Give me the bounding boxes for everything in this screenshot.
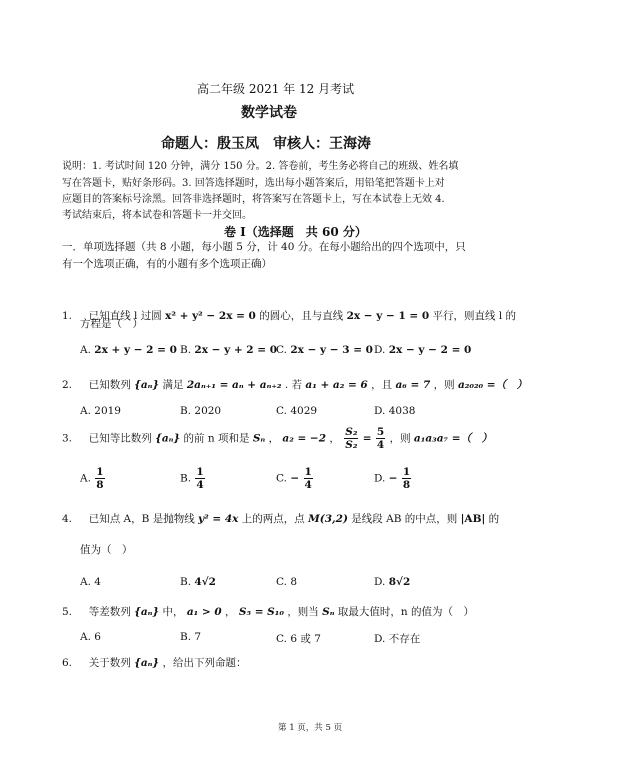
question-1-option-c: C. 2x − y − 3 = 0 [276, 344, 373, 356]
math-formula: 2x − y − 2 = 0 [388, 344, 472, 356]
question-4-option-d: D. 8√2 [374, 576, 411, 588]
math-formula: y² = 4x [198, 513, 239, 525]
fraction: $\frac{1}{8}$ [402, 466, 411, 491]
math-formula: S₅ = S₁₀ [238, 606, 284, 618]
exam-authors: 命题人：殷玉凤 审核人：王海涛 [161, 136, 371, 152]
math-formula: a₆ = 7 [395, 379, 431, 391]
section-title: 卷 I（选择题 共 60 分） [224, 225, 367, 239]
notice-line-1: 说明：1. 考试时间 120 分钟，满分 150 分。2. 答卷前，考生务必将自己的班级、姓名填 [62, 161, 459, 172]
question-number: 5. [62, 606, 73, 618]
question-4-option-c: C. 8 [276, 576, 298, 588]
fraction: $\frac{\text{S₂}}{\text{S₂}}$ [345, 426, 358, 451]
section-intro-line-1: 一．单项选择题（共 8 小题，每小题 5 分，计 40 分。在每小题给出的四个选项中，只 [62, 241, 466, 253]
question-5-option-b: B. 7 [180, 631, 202, 643]
question-3: 3. 已知等比数列 {aₙ} 的前 n 项和是 Sₙ ， a₂ = −2 ， $\frac{\text{S₂}}{\text{S₂}}$ = $\frac{5}{4}$ ，则 a₁a₃a₇ =（ ） [62, 426, 493, 451]
math-formula: {aₙ} [134, 606, 160, 618]
math-formula: 2x + y − 2 = 0 [94, 344, 177, 356]
fraction: $\frac{1}{4}$ [304, 466, 312, 491]
question-2-option-b: B. 2020 [180, 405, 222, 417]
math-formula: 2aₙ₊₁ = aₙ + aₙ₊₂ [186, 379, 282, 391]
math-formula: 2x − y − 1 = 0 [346, 310, 430, 322]
question-2-option-a: A. 2019 [80, 405, 121, 417]
question-3-option-c: C. − $\frac{1}{4}$ [276, 466, 312, 491]
question-number: 4. [62, 513, 73, 525]
math-formula: x² + y² − 2x = 0 [165, 310, 256, 322]
math-formula: |AB| [460, 513, 486, 525]
math-formula: {aₙ} [155, 432, 181, 445]
exam-title: 高二年级 2021 年 12 月考试 [197, 82, 355, 96]
math-formula: a₁ + a₂ = 6 [305, 379, 368, 391]
exam-subject: 数学试卷 [241, 105, 297, 121]
question-5-option-c: C. 6 或 7 [276, 633, 321, 645]
math-formula: 4√2 [194, 576, 216, 588]
question-4: 4. 已知点 A，B 是抛物线 y² = 4x 上的两点，点 M(3,2) 是线段 AB 的中点，则 |AB| 的 [62, 513, 500, 525]
question-1: 1. 已知直线 l 过圆 x² + y² − 2x = 0 的圆心，且与直线 2x − y − 1 = 0 平行，则直线 l 的 [62, 310, 517, 322]
math-formula: 8√2 [388, 576, 411, 588]
question-2-option-d: D. 4038 [374, 405, 416, 417]
section-intro-line-2: 有一个选项正确，有的小题有多个选项正确） [62, 258, 272, 270]
question-1-option-a: A. 2x + y − 2 = 0 [80, 344, 177, 356]
question-3-option-a: A. $\frac{1}{8}$ [80, 466, 104, 491]
question-2: 2. 已知数列 {aₙ} 满足 2aₙ₊₁ = aₙ + aₙ₊₂ . 若 a₁ + a₂ = 6 ，且 a₆ = 7 ，则 a₂₀₂₀ =（ ） [62, 379, 528, 391]
fraction: $\frac{1}{4}$ [196, 466, 204, 491]
question-1-option-b: B. 2x − y + 2 = 0 [180, 344, 278, 356]
question-4-option-b: B. 4√2 [180, 576, 216, 588]
math-formula: Sₙ [322, 606, 335, 618]
math-formula: a₂₀₂₀ =（ ） [457, 379, 528, 391]
math-formula: 2x − y + 2 = 0 [194, 344, 278, 356]
question-number: 1. [62, 310, 73, 322]
math-formula: {aₙ} [134, 657, 160, 669]
question-4-option-a: A. 4 [80, 576, 101, 588]
question-3-option-d: D. − $\frac{1}{8}$ [374, 466, 411, 491]
question-number: 2. [62, 379, 73, 391]
math-formula: 2x − y − 3 = 0 [290, 344, 373, 356]
fraction: $\frac{5}{4}$ [376, 426, 385, 451]
question-2-option-c: C. 4029 [276, 405, 318, 417]
question-4-line-2: 值为（ ） [80, 544, 133, 556]
question-5: 5. 等差数列 {aₙ} 中， a₁ > 0 ， S₅ = S₁₀ ，则当 Sₙ 取最大值时，n 的值为（ ） [62, 606, 475, 618]
notice-line-4: 考试结束后，将本试卷和答题卡一并交回。 [62, 210, 252, 221]
math-formula: a₂ = −2 [282, 432, 327, 445]
question-6: 6. 关于数列 {aₙ} ，给出下列命题： [62, 657, 247, 669]
question-3-option-b: B. $\frac{1}{4}$ [180, 466, 204, 491]
math-formula: a₁a₃a₇ =（ ） [413, 432, 493, 445]
question-5-option-d: D. 不存在 [374, 633, 421, 645]
math-formula: Sₙ [252, 432, 266, 445]
question-number: 6. [62, 657, 73, 669]
question-number: 3. [62, 432, 73, 445]
math-formula: a₁ > 0 [186, 606, 222, 618]
fraction: $\frac{1}{8}$ [96, 466, 104, 491]
question-5-option-a: A. 6 [80, 631, 101, 643]
question-1-option-d: D. 2x − y − 2 = 0 [374, 344, 472, 356]
notice-line-2: 写在答题卡，贴好条形码。3. 回答选择题时，选出每小题答案后，用铅笔把答题卡上对 [62, 178, 445, 189]
math-formula: {aₙ} [134, 379, 160, 391]
question-1-line-2: 方程是（ ） [80, 318, 143, 330]
math-formula: M(3,2) [308, 513, 348, 525]
page-footer: 第 1 页，共 5 页 [278, 723, 343, 733]
notice-line-3: 应题目的答案标号涂黑。回答非选择题时，将答案写在答题卡上，写在本试卷上无效 4. [62, 194, 445, 205]
